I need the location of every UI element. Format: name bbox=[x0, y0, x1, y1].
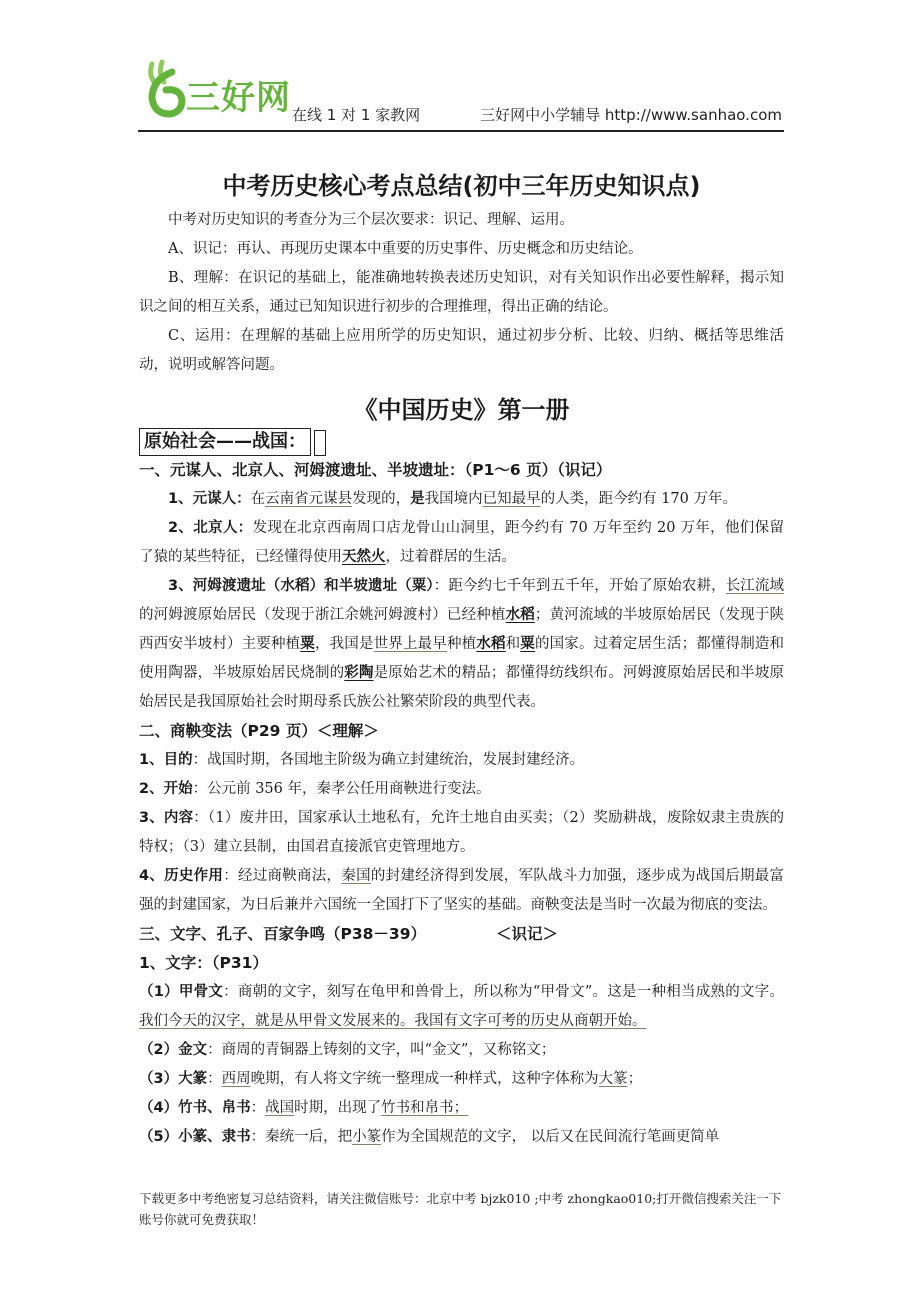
section-2-heading: 二、商鞅变法（P29 页）＜理解＞ bbox=[139, 722, 379, 740]
item-label: （2）金文 bbox=[139, 1042, 208, 1058]
underlined-text: 秦国 bbox=[341, 868, 371, 884]
empty-box bbox=[314, 430, 326, 456]
beijing-paragraph bbox=[139, 514, 784, 572]
start-label: 2、开始 bbox=[139, 781, 193, 797]
text-span: ：公元前 356 年，秦孝公任用商鞅进行变法。 bbox=[192, 781, 491, 797]
underlined-text: 长江流域 bbox=[725, 578, 784, 594]
underlined-text: 彩陶 bbox=[344, 665, 374, 681]
text-span: ：经过商鞅商法， bbox=[223, 868, 342, 884]
section-3-heading bbox=[139, 920, 784, 949]
purpose-label: 1、目的 bbox=[139, 752, 193, 768]
underlined-text: 世界上最早 bbox=[373, 636, 447, 652]
underlined-text: 水稻 bbox=[476, 636, 506, 652]
impact-label: 4、历史作用 bbox=[139, 868, 224, 884]
header-tagline: 在线 1 对 1 家教网 bbox=[292, 106, 421, 124]
main-content bbox=[139, 166, 784, 1152]
logo-text: 三好网 bbox=[186, 78, 291, 118]
level-c-paragraph bbox=[139, 322, 784, 380]
text-span: ；黄河流域的半坡原始居民（发现于陕西西安半坡村）主要种植 bbox=[139, 607, 785, 652]
intro-paragraph: 中考对历史知识的考查分为三个层次要求：识记、理解、运用。 bbox=[168, 212, 574, 228]
text-span: ：（1）废井田，国家承认土地私有，允许土地自由买卖；（2）奖励耕战，废除奴隶主贵族的特权；（3）建立县制，由国君直接派官吏管理地方。 bbox=[139, 810, 785, 855]
text-span: ； bbox=[627, 1071, 643, 1087]
beijing-label: 2、北京人： bbox=[168, 520, 253, 536]
text-span: ：秦统一后，把 bbox=[250, 1129, 353, 1145]
document-title: 中考历史核心考点总结(初中三年历史知识点) bbox=[222, 172, 701, 200]
heading-text: 三、文字、孔子、百家争鸣（P38－39） bbox=[139, 925, 427, 943]
level-a-text: 再认、再现历史课本中重要的历史事件、历史概念和历史结论。 bbox=[236, 241, 643, 257]
text-span: 的人类，距今约有 170 万年。 bbox=[540, 491, 737, 507]
underlined-text: 云南省元谋县 bbox=[265, 491, 353, 507]
content-label: 3、内容 bbox=[139, 810, 194, 826]
text-span: ：战国时期，各国地主阶级为确立封建统治，发展封建经济。 bbox=[192, 752, 585, 768]
xiaozhuan-paragraph bbox=[139, 1123, 784, 1152]
writing-subheading: 1、文字：（P31） bbox=[139, 954, 268, 972]
hemudu-paragraph bbox=[139, 572, 784, 717]
level-a-label: A、识记： bbox=[168, 241, 237, 257]
item-label: （5）小篆、隶书 bbox=[139, 1129, 251, 1145]
heading-tag: ＜识记＞ bbox=[496, 925, 559, 943]
underlined-text: 大篆 bbox=[598, 1071, 628, 1087]
level-b-label: B、理解： bbox=[168, 270, 238, 286]
section-1-heading: 一、元谋人、北京人、河姆渡遗址、半坡遗址：（P1～6 页）（识记） bbox=[139, 461, 612, 479]
text-span: 作为全国规范的文字， 以后又在民间流行笔画更简单 bbox=[381, 1129, 720, 1145]
level-b-paragraph bbox=[139, 264, 784, 322]
oracle-bone-paragraph bbox=[139, 978, 784, 1036]
text-span: 发现的， bbox=[352, 491, 411, 507]
text-span: ，过着群居的生活。 bbox=[385, 549, 516, 565]
content-paragraph bbox=[139, 804, 784, 862]
dazhuan-paragraph bbox=[139, 1065, 784, 1094]
page-footer: 下载更多中考绝密复习总结资料，请关注微信账号：北京中考 bjzk010 ;中考 zhongkao010;打开微信搜索关注一下账号你就可免费获取！ bbox=[139, 1191, 782, 1227]
item-label: （3）大篆 bbox=[139, 1071, 208, 1087]
level-c-label: C、运用： bbox=[168, 328, 241, 344]
book-title: 《中国历史》第一册 bbox=[353, 396, 570, 424]
yuanmou-paragraph bbox=[139, 485, 784, 514]
level-c-text: 在理解的基础上应用所学的历史知识，通过初步分析、比较、归纳、概括等思维活动，说明或解答问题。 bbox=[139, 328, 784, 373]
text-span: 种植 bbox=[446, 636, 477, 652]
yuanmou-label: 1、元谋人： bbox=[168, 491, 251, 507]
underlined-text: 天然火 bbox=[342, 549, 386, 565]
underlined-text: 水稻 bbox=[505, 607, 535, 623]
bamboo-silk-paragraph bbox=[139, 1094, 784, 1123]
hemudu-label: 3、河姆渡遗址（水稻）和半坡遗址（粟） bbox=[168, 578, 434, 594]
item-label: （1）甲骨文 bbox=[139, 984, 224, 1000]
item-label: （4）竹书、帛书 bbox=[139, 1100, 251, 1116]
era-heading bbox=[139, 428, 784, 456]
text-span: 是原始艺术的精品；都懂得纺线织布。河姆渡原始居民和半坡原始居民是我国原始社会时期母系氏族公社繁荣阶段的典型代表。 bbox=[139, 665, 785, 710]
level-b-text: 在识记的基础上，能准确地转换表述历史知识，对有关知识作出必要性解释，揭示知识之间的相互关系，通过已知知识进行初步的合理推理，得出正确的结论。 bbox=[139, 270, 785, 315]
purpose-paragraph bbox=[139, 746, 784, 775]
level-a-paragraph bbox=[139, 235, 784, 264]
text-span: ： bbox=[250, 1100, 266, 1116]
era-box: 原始社会——战国： bbox=[139, 428, 311, 456]
text-span: 是 bbox=[410, 491, 425, 507]
bronze-script-paragraph bbox=[139, 1036, 784, 1065]
leaf-logo-icon bbox=[142, 58, 190, 122]
underlined-text: 粟 bbox=[520, 636, 535, 652]
start-paragraph bbox=[139, 775, 784, 804]
underlined-text: 粟 bbox=[300, 636, 315, 652]
text-span: 的河姆渡原始居民（发现于浙江余姚河姆渡村）已经种植 bbox=[139, 607, 506, 623]
text-span: 的封建经济得到发展，军队战斗力加强，逐步成为战国后期最富强的封建国家，为日后兼并六国统一全国打下了坚实的基础。商鞅变法是当时一次最为彻底的变法。 bbox=[139, 868, 785, 913]
underlined-text: 西周 bbox=[221, 1071, 251, 1087]
text-span: 我国境内 bbox=[424, 491, 483, 507]
text-span: ： bbox=[207, 1071, 222, 1087]
sanhao-logo bbox=[142, 58, 292, 122]
text-span: 晚期，有人将文字统一整理成一种样式，这种字体称为 bbox=[250, 1071, 599, 1087]
text-span: ，我国是 bbox=[314, 636, 374, 652]
text-span: 和 bbox=[505, 636, 521, 652]
text-span: 在 bbox=[250, 491, 266, 507]
underlined-text: 战国 bbox=[265, 1100, 295, 1116]
text-span: ：商朝的文字，刻写在龟甲和兽骨上，所以称为“甲骨文”。这是一种相当成熟的文字。 bbox=[223, 984, 784, 1000]
text-span: 发现在北京西南周口店龙骨山山洞里，距今约有 70 万年至约 20 万年，他们保留了猿的某些特征，已经懂得使用 bbox=[139, 520, 784, 565]
text-span: ：距今约七千年到五千年，开始了原始农耕， bbox=[433, 578, 726, 594]
header-site: 三好网中小学辅导 http://www.sanhao.com bbox=[480, 106, 782, 124]
underlined-text: 竹书和帛书； bbox=[381, 1100, 469, 1116]
text-span: 时期，出现了 bbox=[294, 1100, 382, 1116]
text-span: ：商周的青铜器上铸刻的文字，叫“金文”，又称铭文； bbox=[207, 1042, 556, 1058]
underlined-text: 已知最早 bbox=[482, 491, 541, 507]
underlined-text: 我们今天的汉字，就是从甲骨文发展来的。我国有文字可考的历史从商朝开始。 bbox=[139, 1013, 647, 1029]
underlined-text: 小篆 bbox=[352, 1129, 382, 1145]
impact-paragraph bbox=[139, 862, 784, 920]
page-header bbox=[138, 58, 784, 132]
text-span: 的国家。过着定居生活；都懂得制造和使用陶器，半坡原始居民烧制的 bbox=[139, 636, 785, 681]
